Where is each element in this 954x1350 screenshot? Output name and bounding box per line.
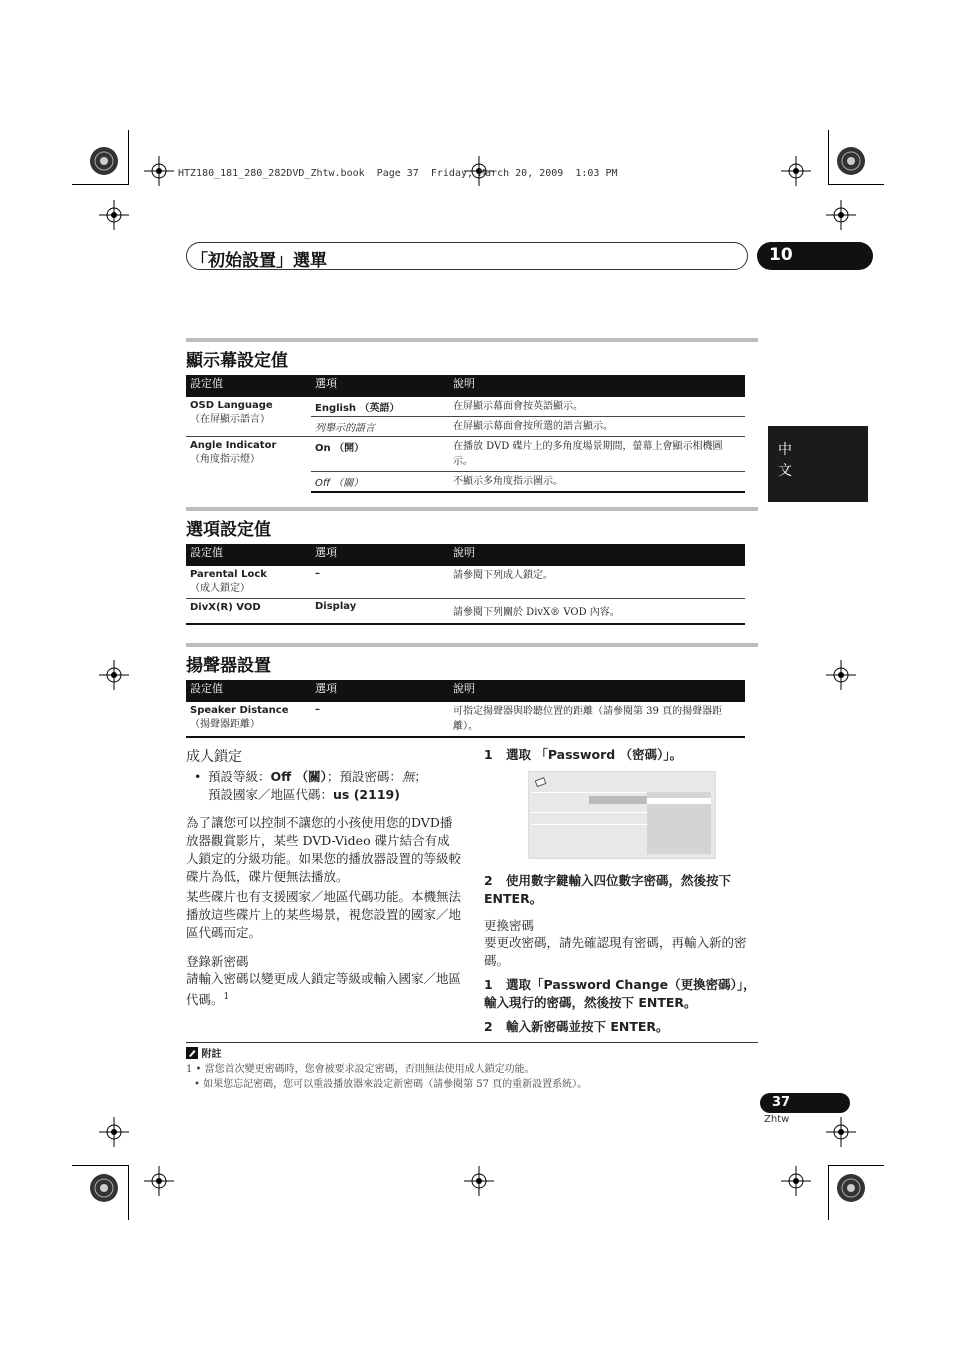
notes-block	[186, 1045, 758, 1090]
print-header: HTZ180_181_280_282DVD_Zhtw.book Page 37 Friday, March 20, 2009 1:03 PM	[178, 168, 618, 179]
step: 1 選取 「Password （密碼）」。	[484, 747, 683, 762]
sub-heading: 更換密碼	[484, 918, 535, 933]
setting-name: Angle Indicator	[190, 440, 277, 451]
paragraph: 要更改密碼，請先確認現有密碼，再輸入新的密碼。	[484, 935, 747, 968]
section-rule	[186, 507, 758, 511]
option-cell: On （開）	[311, 437, 449, 472]
table-header-row	[186, 375, 745, 397]
settings-table	[186, 544, 745, 625]
settings-table	[186, 680, 745, 738]
section-rule	[186, 643, 758, 647]
setting-name: DivX(R) VOD	[190, 602, 261, 613]
footnote-line: 1 • 當您首次變更密碼時，您會被要求設定密碼，否則無法使用成人鎖定功能。	[186, 1064, 535, 1075]
option-cell: 列舉示的語言	[311, 417, 449, 437]
description-cell: 請參閱下列成人鎖定。	[453, 570, 553, 581]
footnote-ref: 1	[223, 992, 230, 1002]
setting-sub: （揚聲器距離）	[190, 719, 260, 730]
column-header: 設定值	[186, 680, 311, 702]
option-cell: Off （關）	[311, 472, 449, 493]
registration-target-icon	[835, 1172, 867, 1204]
column-header: 選項	[311, 680, 449, 702]
option-cell: English （英語）	[315, 403, 400, 414]
left-column	[186, 746, 462, 1009]
step: 2 使用數字鍵輸入四位數字密碼，然後按下 ENTER。	[484, 873, 732, 906]
section-rule	[186, 338, 758, 342]
setting-name: Parental Lock	[190, 569, 267, 580]
crosshair-icon	[781, 156, 811, 186]
registration-target-icon	[88, 145, 120, 177]
setting-sub: （在屏顯示語言）	[190, 414, 270, 425]
table-row	[186, 599, 745, 625]
sub-heading: 登錄新密碼	[186, 954, 249, 969]
crosshair-icon	[99, 1117, 129, 1147]
paragraph: 請輸入密碼以變更成人鎖定等級或輸入國家／地區代碼。$^1$	[186, 971, 462, 1008]
column-header: 說明	[449, 375, 745, 397]
setting-sub: （角度指示燈）	[190, 454, 260, 465]
footnote-line: • 如果您忘記密碼，您可以重設播放器來設定新密碼（請參閱第 57 頁的重新設置系統）。	[194, 1079, 588, 1090]
table-header-row	[186, 680, 745, 702]
option-cell: –	[315, 568, 320, 579]
column-header: 說明	[449, 680, 745, 702]
registration-target-icon	[835, 145, 867, 177]
crosshair-icon	[826, 660, 856, 690]
table-header-row	[186, 544, 745, 566]
crosshair-icon	[144, 156, 174, 186]
osd-screen-illustration	[528, 771, 716, 859]
crosshair-icon	[144, 1166, 174, 1196]
description-cell: 不顯示多角度指示圖示。	[449, 472, 745, 493]
crosshair-icon	[464, 1166, 494, 1196]
language-side-tab	[768, 426, 868, 502]
page-language-code: Zhtw	[764, 1114, 790, 1125]
crosshair-icon	[826, 1117, 856, 1147]
step: 1 選取「Password Change（更換密碼）」，輸入現行的密碼，然後按下 ENTER。	[484, 977, 756, 1010]
right-column-lower	[484, 872, 760, 1036]
section-title: 選項設定值	[186, 520, 271, 540]
description-cell: 在屏顯示幕面會按所選的語言顯示。	[449, 417, 745, 437]
option-cell: Display	[311, 599, 449, 625]
table-row	[186, 702, 745, 737]
option-cell: –	[311, 702, 449, 737]
section-title: 顯示幕設定值	[186, 351, 288, 371]
page-number-badge	[760, 1093, 850, 1113]
notes-label: 附註	[201, 1049, 222, 1060]
column-header: 設定值	[186, 544, 311, 566]
chapter-number-badge	[757, 242, 873, 270]
chapter-title: 「初始設置」選單	[191, 251, 327, 271]
column-header: 設定值	[186, 375, 311, 397]
description-cell: 請參閱下列關於 DivX® VOD 內容。	[449, 599, 745, 625]
section-title: 揚聲器設置	[186, 656, 271, 676]
chapter-number: 10	[769, 245, 793, 265]
notes-rule	[186, 1042, 758, 1043]
registration-target-icon	[88, 1172, 120, 1204]
step: 2 輸入新密碼並按下 ENTER。	[484, 1019, 669, 1034]
description-cell: 可指定揚聲器與聆聽位置的距離（請參閱第 39 頁的揚聲器距離）。	[449, 702, 745, 737]
table-row	[186, 437, 745, 472]
table-row	[186, 397, 745, 417]
column-header: 說明	[449, 544, 745, 566]
language-tab-label: 中文	[778, 442, 792, 479]
default-settings-bullet: • 預設等級：Off （關）；預設密碼：無； 預設國家／地區代碼：us (2119)	[194, 769, 427, 802]
column-header: 選項	[311, 544, 449, 566]
sub-heading: 成人鎖定	[186, 749, 242, 765]
description-cell: 在屏顯示幕面會按英語顯示。	[453, 401, 583, 412]
setting-name: OSD Language	[190, 400, 273, 411]
note-icon	[186, 1047, 198, 1059]
column-header: 選項	[311, 375, 449, 397]
description-cell: 在播放 DVD 碟片上的多角度場景期間，螢幕上會顯示相機圖示。	[449, 437, 745, 472]
chapter-title-banner	[186, 242, 748, 270]
paragraph: 某些碟片也有支援國家／地區代碼功能。本機無法播放這些碟片上的某些場景，視您設置的國家／地區代碼而定。	[186, 889, 462, 940]
setting-name: Speaker Distance	[190, 705, 289, 716]
page-number: 37	[772, 1095, 791, 1110]
settings-table	[186, 375, 745, 493]
disc-icon	[535, 777, 547, 787]
crosshair-icon	[781, 1166, 811, 1196]
table-row	[186, 566, 745, 599]
right-column	[484, 746, 760, 764]
paragraph: 為了讓您可以控制不讓您的小孩使用您的DVD播放器觀賞影片，某些 DVD-Video 碟片結合有成人鎖定的分級功能。如果您的播放器設置的等級較碟片為低，碟片便無法播放。	[186, 815, 462, 884]
setting-sub: （成人鎖定）	[190, 583, 250, 594]
crosshair-icon	[99, 660, 129, 690]
crosshair-icon	[99, 200, 129, 230]
crosshair-icon	[826, 200, 856, 230]
